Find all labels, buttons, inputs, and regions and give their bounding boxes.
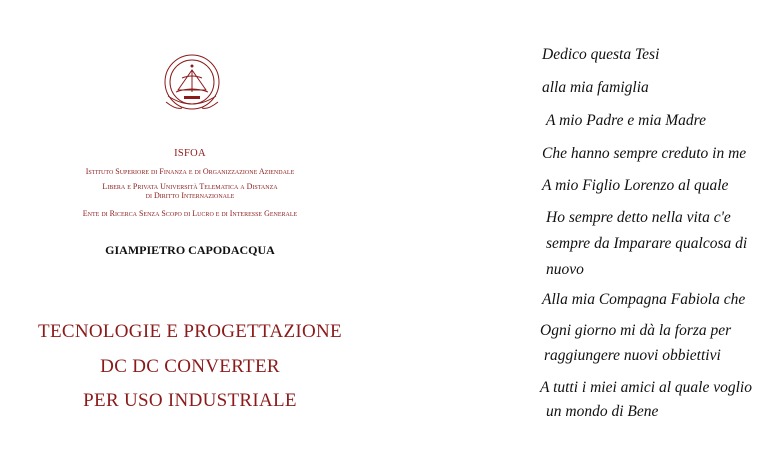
dedication-line: alla mia famiglia [542,79,649,96]
dedication-line: A tutti i miei amici al quale voglio [540,379,752,396]
author-name: GIAMPIETRO CAPODACQUA [105,243,275,257]
dedication-line: raggiungere nuovi obbiettivi [544,347,721,364]
dedication-line: Dedico questa Tesi [542,46,660,63]
dedication-line: Ogni giorno mi dà la forza per [540,322,732,339]
dedication-page [520,0,780,470]
institution-line [0,182,380,200]
institution-line-part: di Diritto Internazionale [145,191,235,200]
institution-line-part: Libera e Privata Università Telematica a Distanza [102,182,278,191]
dedication-line: nuovo [546,261,584,278]
dedication-line: A mio Figlio Lorenzo al quale [542,177,729,194]
org-name: ISFOA [174,148,206,159]
thesis-title-line: DC DC CONVERTER [100,356,280,377]
dedication-line: Alla mia Compagna Fabiola che [542,291,746,308]
dedication-line: un mondo di Bene [546,403,659,420]
thesis-title-line: TECNOLOGIE E PROGETTAZIONE [38,321,342,342]
dedication-line: Che hanno sempre creduto in me [542,145,747,162]
institution-line: Ente di Ricerca Senza Scopo di Lucro e di Interesse Generale [82,209,298,218]
dedication-line: A mio Padre e mia Madre [546,112,706,129]
dedication-line: Ho sempre detto nella vita c'e [546,209,731,226]
isfoa-seal-logo [162,52,222,116]
dedication-line: sempre da Imparare qualcosa di [546,235,748,252]
thesis-title-line: PER USO INDUSTRIALE [83,390,297,411]
institution-line: Istituto Superiore di Finanza e di Organizzazione Aziendale [85,167,295,176]
